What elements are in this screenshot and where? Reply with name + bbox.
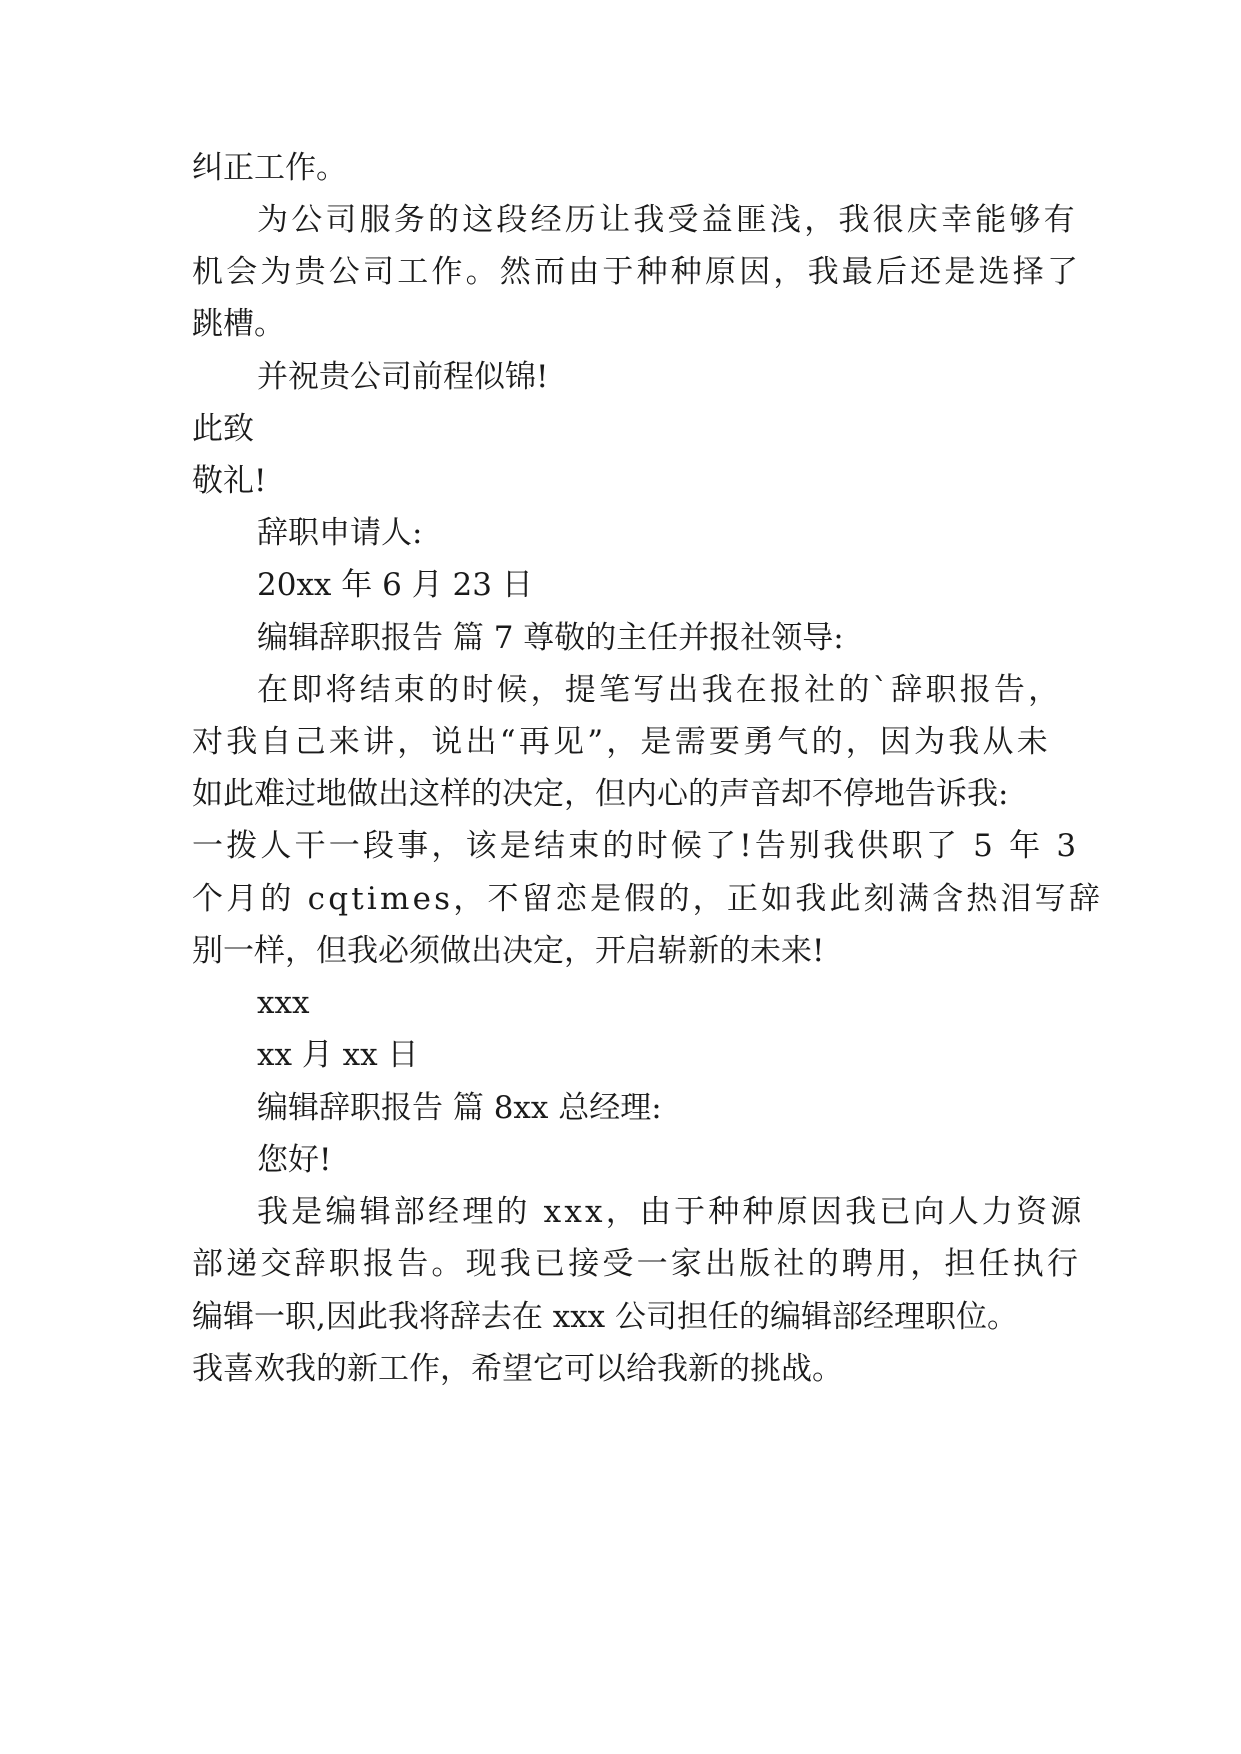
text-line: 纠正工作。 — [192, 150, 347, 186]
text-line: 一拨人干一段事，该是结束的时候了!告别我供职了 5 年 3 — [192, 828, 1080, 864]
text-line: 个月的 cqtimes，不留恋是假的，正如我此刻满含热泪写辞 — [192, 881, 1104, 917]
text-line: 为公司服务的这段经历让我受益匪浅，我很庆幸能够有 — [257, 202, 1078, 238]
text-line: 部递交辞职报告。现我已接受一家出版社的聘用，担任执行 — [192, 1246, 1082, 1282]
text-line: 您好! — [257, 1142, 332, 1178]
text-line: 敬礼! — [192, 463, 267, 499]
section-heading: 编辑辞职报告 篇 7 尊敬的主任并报社领导: — [257, 620, 844, 656]
text-line: 此致 — [192, 411, 254, 447]
text-line: 在即将结束的时候，提笔写出我在报社的`辞职报告， — [257, 672, 1063, 708]
signature-line: xxx — [257, 985, 310, 1021]
text-line: 并祝贵公司前程似锦! — [257, 359, 549, 395]
text-line: 辞职申请人: — [257, 515, 423, 551]
text-line: 我喜欢我的新工作，希望它可以给我新的挑战。 — [192, 1351, 843, 1387]
text-line: 编辑一职,因此我将辞去在 xxx 公司担任的编辑部经理职位。 — [192, 1299, 1019, 1335]
date-line: xx 月 xx 日 — [257, 1037, 419, 1073]
text-line: 对我自己来讲，说出“再见”，是需要勇气的，因为我从未 — [192, 724, 1051, 760]
text-line: 如此难过地做出这样的决定，但内心的声音却不停地告诉我: — [192, 776, 1009, 812]
text-line: 跳槽。 — [192, 306, 285, 342]
text-line: 别一样，但我必须做出决定，开启崭新的未来! — [192, 933, 825, 969]
text-line: 机会为贵公司工作。然而由于种种原因，我最后还是选择了 — [192, 254, 1082, 290]
date-line: 20xx 年 6 月 23 日 — [257, 567, 533, 603]
section-heading: 编辑辞职报告 篇 8xx 总经理: — [257, 1090, 662, 1126]
text-line: 我是编辑部经理的 xxx，由于种种原因我已向人力资源 — [257, 1194, 1085, 1230]
